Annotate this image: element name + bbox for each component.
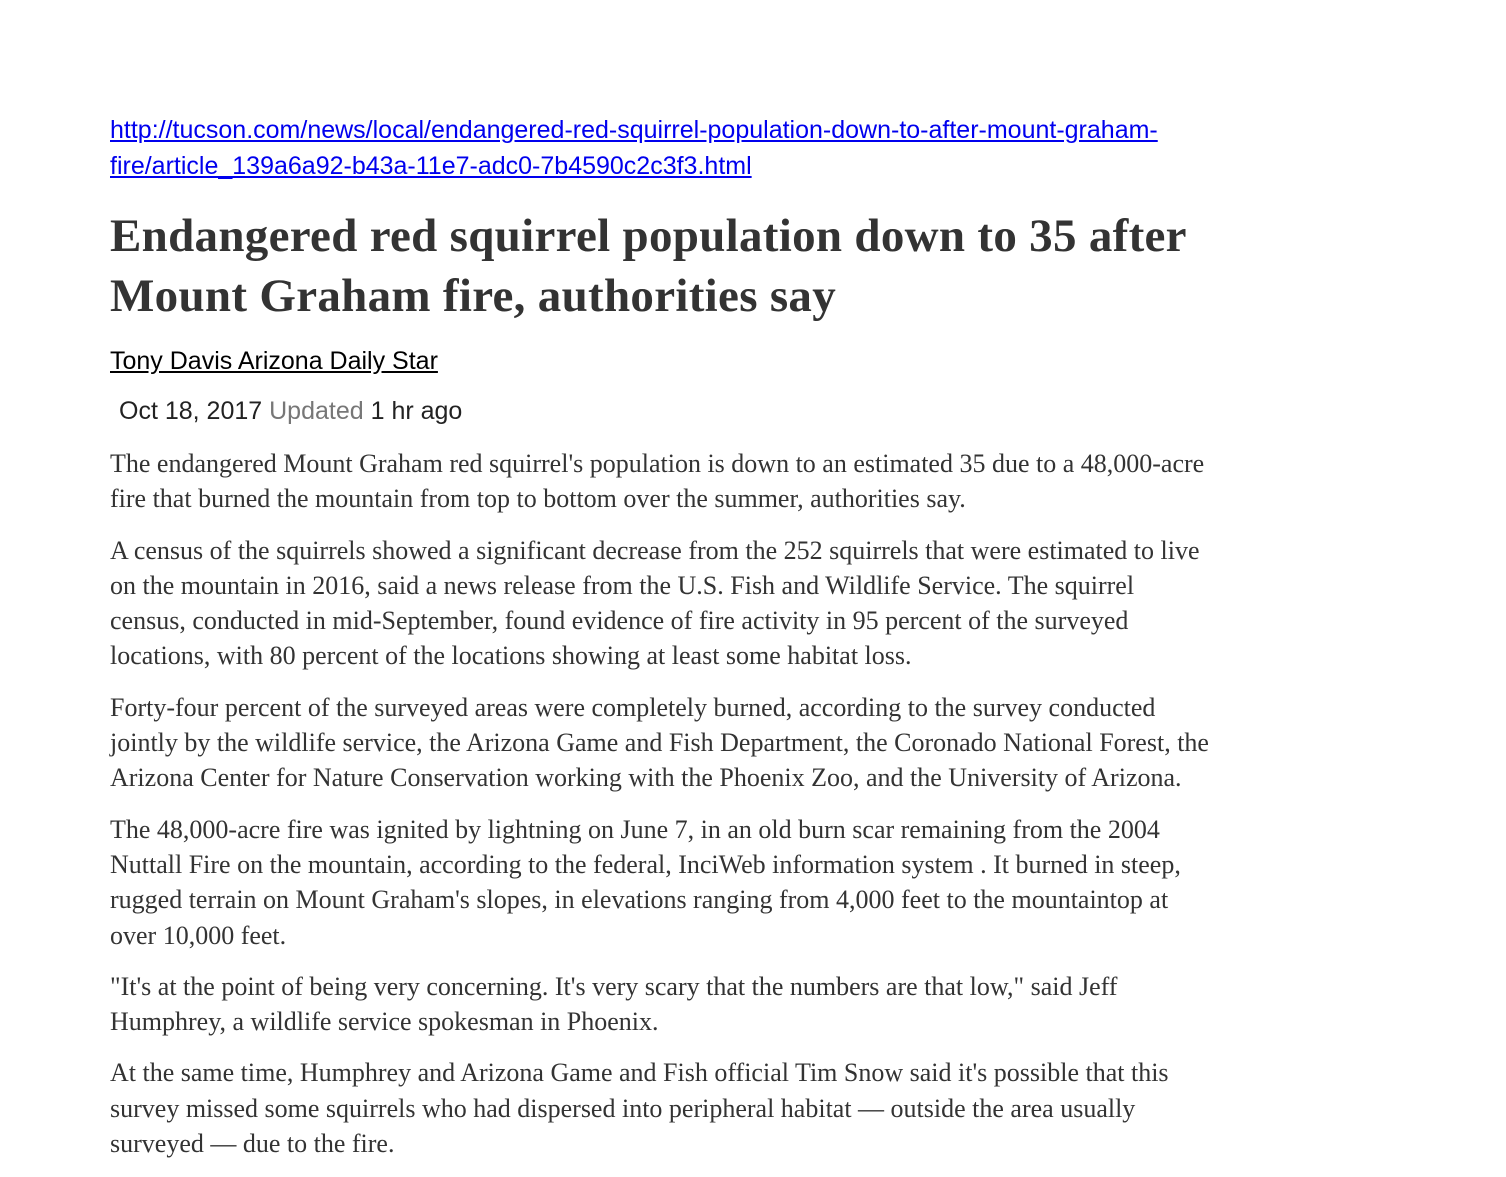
article-body [110, 446, 1430, 1161]
paragraph [110, 690, 1430, 796]
updated-label: Updated [269, 397, 364, 425]
paragraph [110, 1055, 1430, 1161]
paragraph-line: Arizona Center for Nature Conservation working with the Phoenix Zoo, and the University of Arizona. [110, 763, 1182, 793]
article-title [110, 206, 1430, 326]
paragraph-line: At the same time, Humphrey and Arizona Game and Fish official Tim Snow said it's possible that this [110, 1058, 1169, 1088]
title-line: Endangered red squirrel population down to 35 after [110, 210, 1187, 262]
dateline [119, 394, 1430, 428]
paragraph [110, 812, 1430, 953]
byline-link[interactable]: Tony Davis Arizona Daily Star [110, 347, 438, 375]
paragraph [110, 446, 1430, 517]
url-line: http://tucson.com/news/local/endangered-red-squirrel-population-down-to-after-mount-graham- [110, 116, 1158, 144]
article [110, 112, 1430, 1177]
paragraph [110, 533, 1430, 674]
paragraph-line: Humphrey, a wildlife service spokesman in Phoenix. [110, 1007, 659, 1037]
paragraph-line: over 10,000 feet. [110, 920, 287, 950]
source-url-link[interactable] [110, 112, 1430, 184]
updated-time: 1 hr ago [370, 397, 463, 425]
paragraph-line: Nuttall Fire on the mountain, according to the federal, InciWeb information system . It burned in steep, [110, 849, 1181, 879]
paragraph-line: locations, with 80 percent of the locations showing at least some habitat loss. [110, 641, 912, 671]
paragraph-line: Forty-four percent of the surveyed areas were completely burned, according to the survey conducted [110, 692, 1156, 722]
paragraph-line: surveyed — due to the fire. [110, 1129, 395, 1159]
paragraph-line: fire that burned the mountain from top to bottom over the summer, authorities say. [110, 484, 966, 514]
paragraph-line: rugged terrain on Mount Graham's slopes, in elevations ranging from 4,000 feet to the mountaintop at [110, 885, 1169, 915]
url-line: fire/article_139a6a92-b43a-11e7-adc0-7b4590c2c3f3.html [110, 152, 752, 180]
paragraph-line: census, conducted in mid-September, found evidence of fire activity in 95 percent of the surveyed [110, 606, 1129, 636]
paragraph-line: "It's at the point of being very concerning. It's very scary that the numbers are that low," said Jeff [110, 971, 1118, 1001]
paragraph-line: A census of the squirrels showed a significant decrease from the 252 squirrels that were estimated to live [110, 535, 1200, 565]
publish-date: Oct 18, 2017 [119, 397, 263, 425]
paragraph-line: jointly by the wildlife service, the Arizona Game and Fish Department, the Coronado National Forest, the [110, 728, 1209, 758]
paragraph-line: The 48,000-acre fire was ignited by lightning on June 7, in an old burn scar remaining from the 2004 [110, 814, 1160, 844]
paragraph-line: on the mountain in 2016, said a news release from the U.S. Fish and Wildlife Service. The squirrel [110, 570, 1135, 600]
paragraph [110, 969, 1430, 1040]
paragraph-line: survey missed some squirrels who had dispersed into peripheral habitat — outside the area usually [110, 1093, 1136, 1123]
paragraph-line: The endangered Mount Graham red squirrel's population is down to an estimated 35 due to a 48,000-acre [110, 449, 1205, 478]
title-line: Mount Graham fire, authorities say [110, 270, 837, 322]
